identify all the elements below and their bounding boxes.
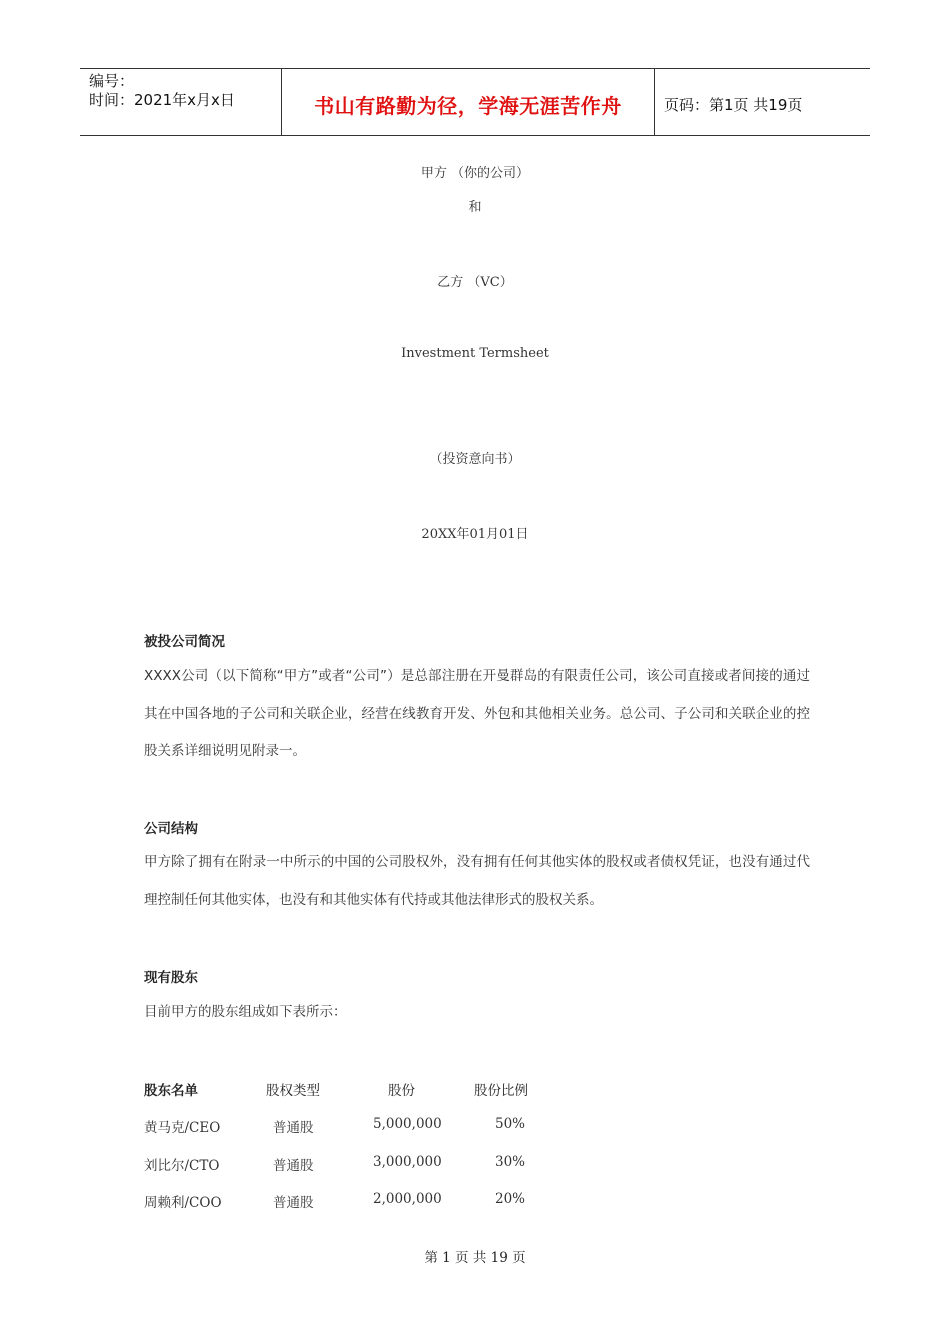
header-motto-cell [282, 69, 655, 135]
cell-share-ratio: 50% [495, 1116, 526, 1132]
section-text-overview: XXXX公司（以下简称“甲方”或者“公司”）是总部注册在开曼群岛的有限责任公司，该公司直接或者间接的通过其在中国各地的子公司和关联企业，经营在线教育开发、外包和其他相关业务。总公司、子公司和关联企业的控股关系详细说明见附录一。 [144, 668, 810, 759]
section-heading-structure: 公司结构 [144, 821, 198, 837]
column-header-type: 股权类型 [266, 1083, 320, 1099]
column-header-name: 股东名单 [144, 1083, 198, 1099]
cell-share-type: 普通股 [273, 1195, 314, 1211]
document-title-cn: （投资意向书） [429, 452, 521, 467]
document-title-en: Investment Termsheet [401, 346, 549, 361]
column-header-ratio: 股份比例 [474, 1083, 528, 1099]
cell-shareholder-name: 黄马克/CEO [144, 1120, 221, 1136]
header-meta-cell [80, 69, 282, 135]
cell-share-ratio: 20% [495, 1191, 526, 1207]
section-heading-overview: 被投公司简况 [144, 634, 225, 650]
header-motto: 书山有路勤为径，学海无涯苦作舟 [314, 93, 622, 118]
cell-share-count: 3,000,000 [373, 1154, 442, 1170]
and-line: 和 [468, 200, 482, 215]
section-text-shareholders: 目前甲方的股东组成如下表所示： [144, 1004, 347, 1020]
section-heading-shareholders: 现有股东 [144, 970, 198, 986]
cell-shareholder-name: 刘比尔/CTO [144, 1158, 220, 1174]
document-number-label: 编号： [89, 72, 135, 90]
page-footer: 第 1 页 共 19 页 [424, 1250, 526, 1266]
party-a-line: 甲方 （你的公司） [420, 166, 530, 181]
party-b-line: 乙方 （VC） [437, 275, 513, 290]
header-page-cell [655, 69, 870, 135]
cell-shareholder-name: 周赖利/COO [144, 1195, 222, 1211]
column-header-shares: 股份 [388, 1083, 415, 1099]
cell-share-count: 5,000,000 [373, 1116, 442, 1132]
cell-share-type: 普通股 [273, 1158, 314, 1174]
header-page-label: 页码：第1页 共19页 [664, 95, 803, 114]
document-header [80, 68, 870, 136]
section-text-structure: 甲方除了拥有在附录一中所示的中国的公司股权外，没有拥有任何其他实体的股权或者债权凭证，也没有通过代理控制任何其他实体，也没有和其他实体有代持或其他法律形式的股权关系。 [144, 854, 810, 908]
cell-share-count: 2,000,000 [373, 1191, 442, 1207]
cell-share-type: 普通股 [273, 1120, 314, 1136]
cell-share-ratio: 30% [495, 1154, 526, 1170]
document-date: 20XX年01月01日 [421, 527, 529, 542]
document-time-label: 时间：2021年x月x日 [89, 91, 235, 109]
